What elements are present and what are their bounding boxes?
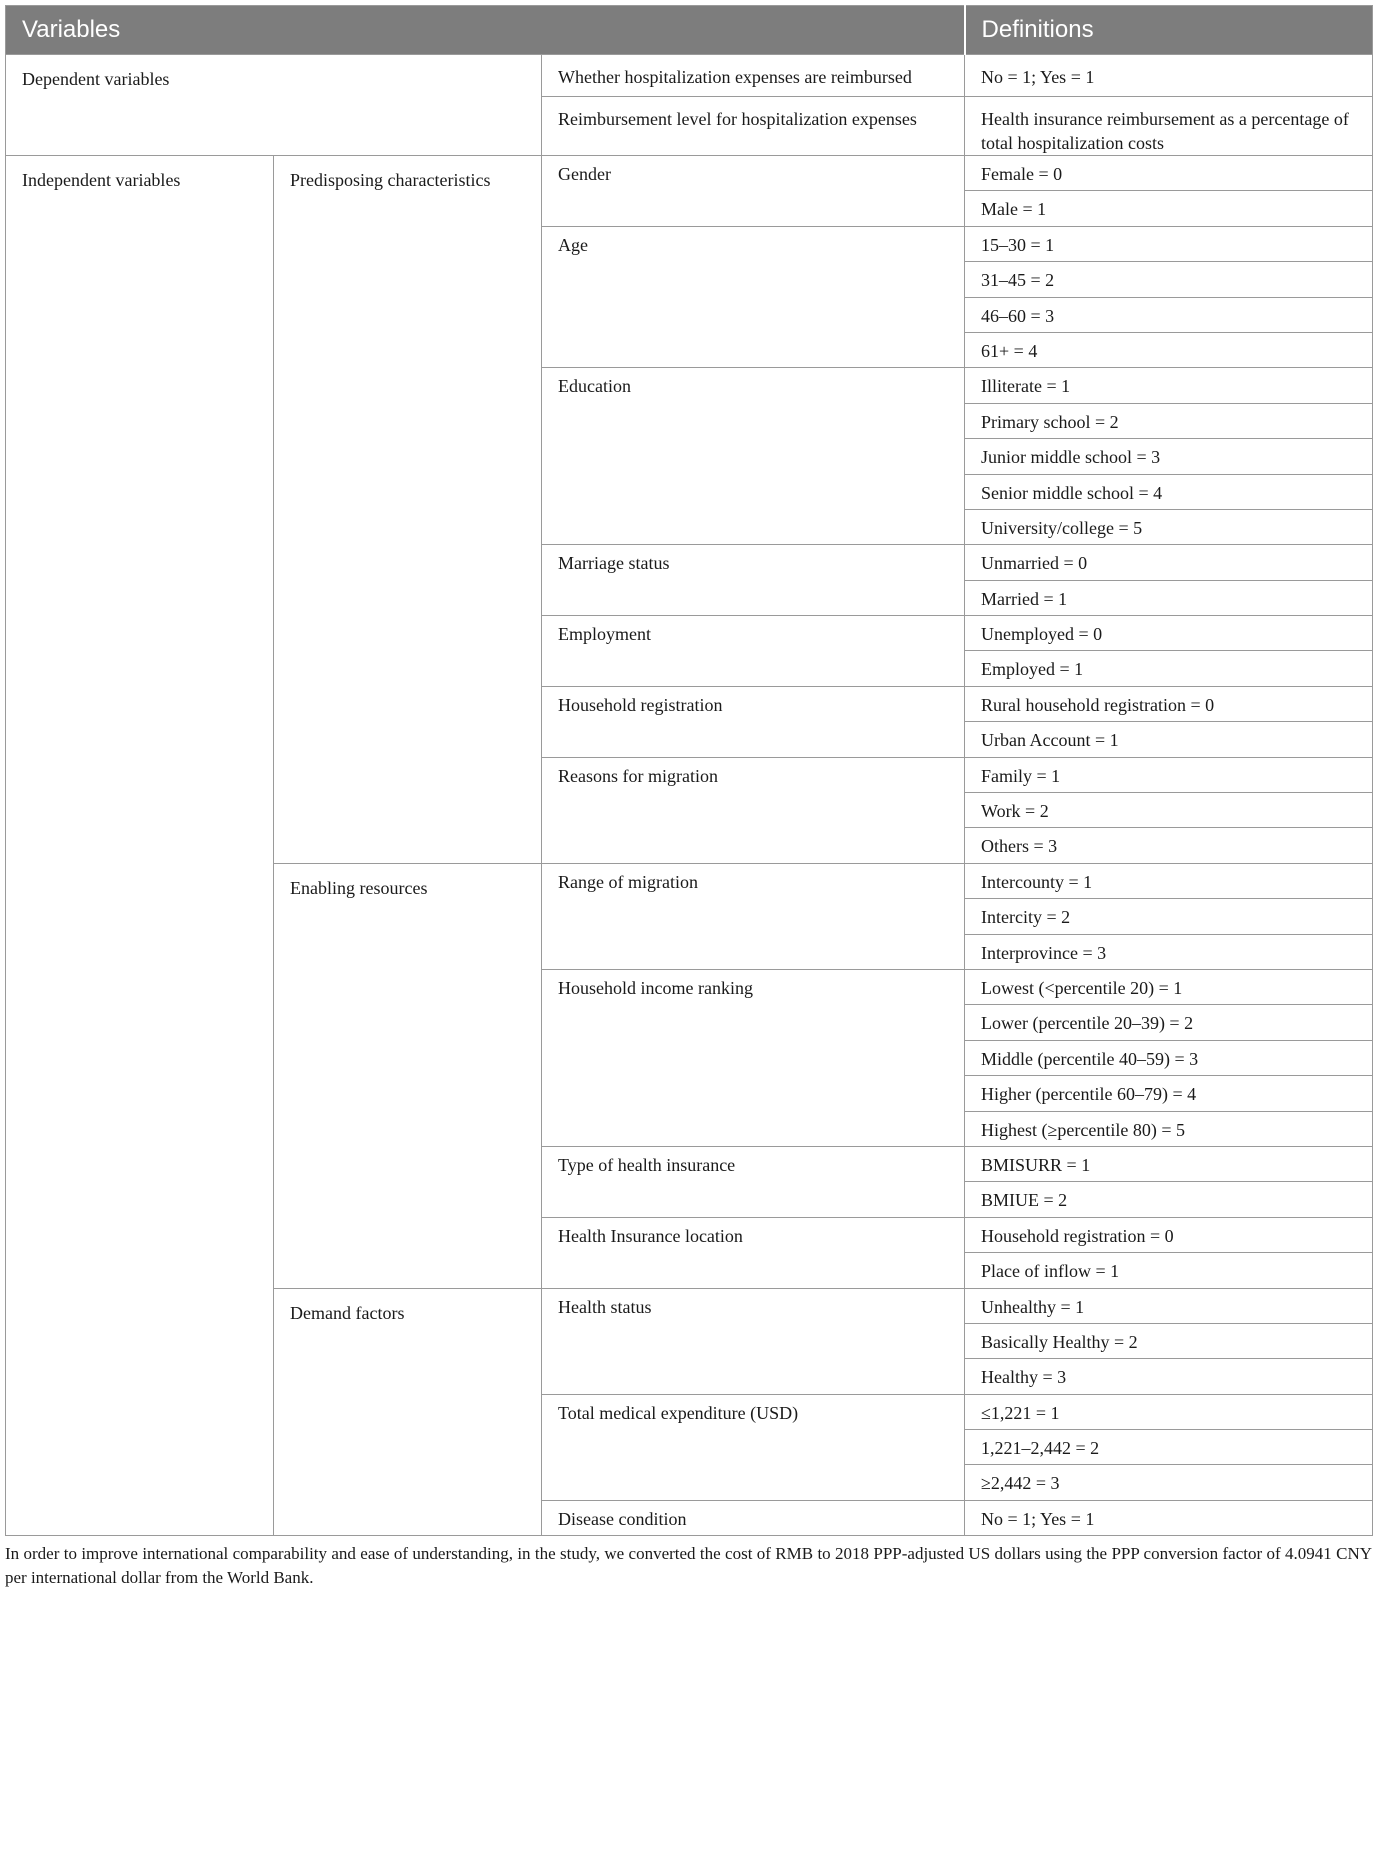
group-label: Demand factors: [274, 1288, 542, 1536]
variable-cell: Range of migration: [542, 863, 965, 969]
definition-cell: Married = 1: [965, 580, 1373, 615]
variable-cell: Health Insurance location: [542, 1217, 965, 1288]
variable-cell: Employment: [542, 616, 965, 687]
table-body: [6, 55, 1373, 1536]
definition-cell: Others = 3: [965, 828, 1373, 863]
definition-cell: Intercounty = 1: [965, 863, 1373, 898]
table-header-row: [6, 6, 1373, 55]
group-label: Predisposing characteristics: [274, 156, 542, 864]
definition-cell: Urban Account = 1: [965, 722, 1373, 757]
definition-cell: Place of inflow = 1: [965, 1253, 1373, 1288]
table-footnote: In order to improve international comparability and ease of understanding, in the study, we converted the cost of RMB to 2018 PPP-adjusted US dollars using the PPP conversion factor of 4.0941 CNY per international dollar from the World Bank.: [5, 1544, 1372, 1588]
definition-cell: ≤1,221 = 1: [965, 1394, 1373, 1429]
definition-cell: Junior middle school = 3: [965, 439, 1373, 474]
definition-cell: 1,221–2,442 = 2: [965, 1430, 1373, 1465]
header-definitions: Definitions: [965, 6, 1373, 55]
definition-cell: Lowest (<percentile 20) = 1: [965, 969, 1373, 1004]
definition-cell: Illiterate = 1: [965, 368, 1373, 403]
definition-cell: Healthy = 3: [965, 1359, 1373, 1394]
definition-cell: ≥2,442 = 3: [965, 1465, 1373, 1500]
variable-cell: Disease condition: [542, 1500, 965, 1535]
variables-table: [5, 5, 1373, 1536]
definition-cell: No = 1; Yes = 1: [965, 1500, 1373, 1535]
variable-cell: Reimbursement level for hospitalization expenses: [542, 97, 965, 156]
table-row: [6, 55, 1373, 97]
variable-cell: Type of health insurance: [542, 1146, 965, 1217]
definition-cell: Intercity = 2: [965, 899, 1373, 934]
group-label: Enabling resources: [274, 863, 542, 1288]
definition-cell: Unemployed = 0: [965, 616, 1373, 651]
definition-cell: Household registration = 0: [965, 1217, 1373, 1252]
variable-cell: Whether hospitalization expenses are reimbursed: [542, 55, 965, 97]
definition-cell: Higher (percentile 60–79) = 4: [965, 1076, 1373, 1111]
definition-cell: Basically Healthy = 2: [965, 1323, 1373, 1358]
variable-cell: Reasons for migration: [542, 757, 965, 863]
definition-cell: Health insurance reimbursement as a percentage of total hospitalization costs: [965, 97, 1373, 156]
variable-cell: Total medical expenditure (USD): [542, 1394, 965, 1500]
definition-cell: Male = 1: [965, 191, 1373, 226]
definition-cell: 15–30 = 1: [965, 226, 1373, 261]
variable-cell: Marriage status: [542, 545, 965, 616]
definition-cell: Work = 2: [965, 793, 1373, 828]
variable-cell: Education: [542, 368, 965, 545]
definition-cell: University/college = 5: [965, 509, 1373, 544]
definition-cell: Unmarried = 0: [965, 545, 1373, 580]
definition-cell: Primary school = 2: [965, 403, 1373, 438]
definition-cell: 61+ = 4: [965, 332, 1373, 367]
definition-cell: Interprovince = 3: [965, 934, 1373, 969]
variable-cell: Household income ranking: [542, 969, 965, 1146]
definition-cell: 46–60 = 3: [965, 297, 1373, 332]
definition-cell: Highest (≥percentile 80) = 5: [965, 1111, 1373, 1146]
dependent-variables-label: Dependent variables: [6, 55, 542, 156]
table-row: [6, 156, 1373, 191]
variable-cell: Health status: [542, 1288, 965, 1394]
variable-cell: Age: [542, 226, 965, 368]
definition-cell: Unhealthy = 1: [965, 1288, 1373, 1323]
variable-cell: Gender: [542, 156, 965, 227]
definition-cell: BMISURR = 1: [965, 1146, 1373, 1181]
definition-cell: Family = 1: [965, 757, 1373, 792]
header-variables: Variables: [6, 6, 965, 55]
independent-variables-label: Independent variables: [6, 156, 274, 1536]
definition-cell: Employed = 1: [965, 651, 1373, 686]
definition-cell: Lower (percentile 20–39) = 2: [965, 1005, 1373, 1040]
definition-cell: Senior middle school = 4: [965, 474, 1373, 509]
definition-cell: Rural household registration = 0: [965, 686, 1373, 721]
table-container: [5, 5, 1372, 1590]
definition-cell: Female = 0: [965, 156, 1373, 191]
variable-cell: Household registration: [542, 686, 965, 757]
definition-cell: No = 1; Yes = 1: [965, 55, 1373, 97]
definition-cell: 31–45 = 2: [965, 262, 1373, 297]
definition-cell: Middle (percentile 40–59) = 3: [965, 1040, 1373, 1075]
definition-cell: BMIUE = 2: [965, 1182, 1373, 1217]
